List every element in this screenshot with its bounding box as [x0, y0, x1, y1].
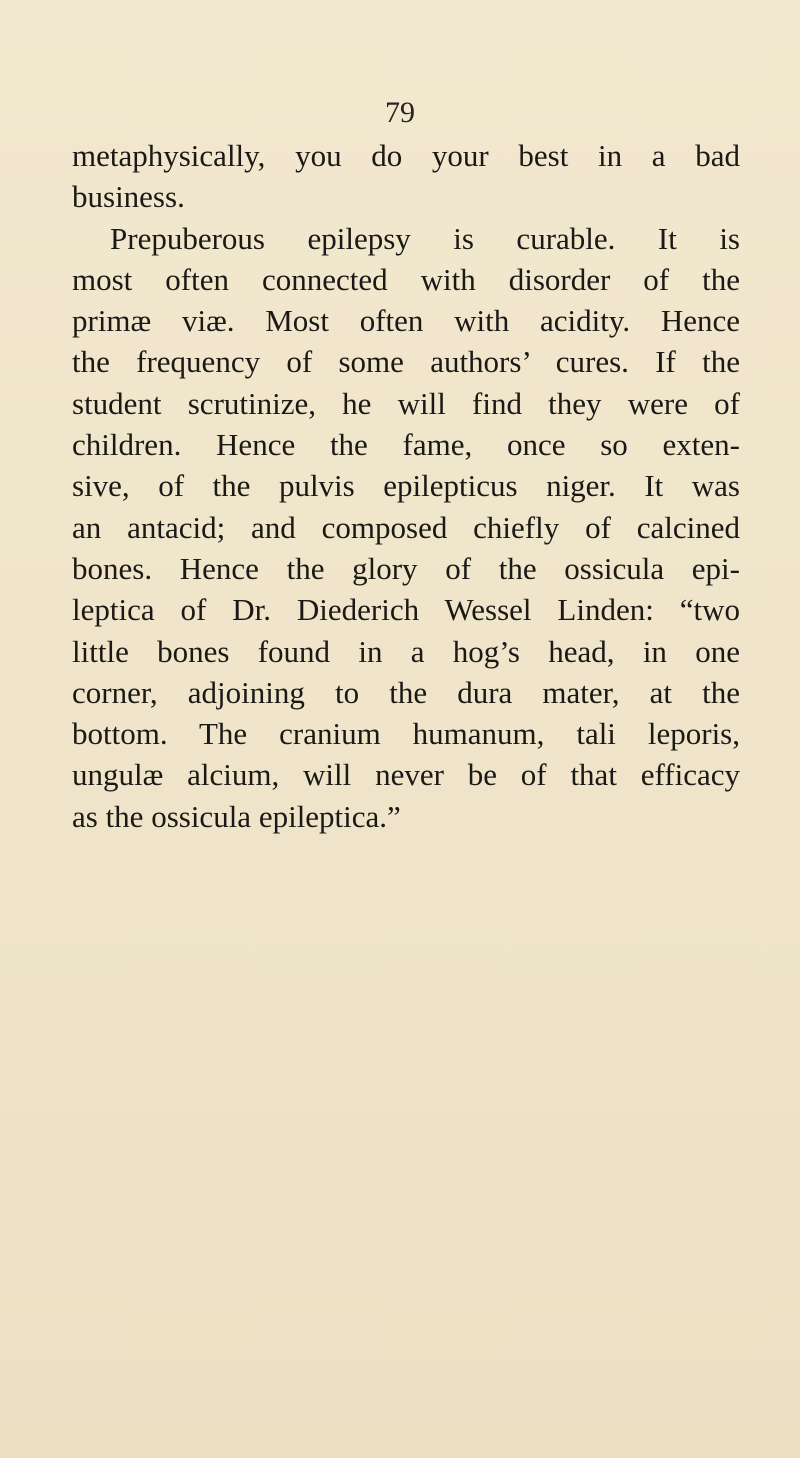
text-line-10: an antacid; and composed chiefly of calcined [72, 509, 740, 545]
text-line-15: bottom. The cranium humanum, tali leporis, [72, 716, 740, 752]
page-number: 79 [385, 96, 415, 129]
text-line-9: sive, of the pulvis epilepticus niger. It was [72, 468, 740, 504]
text-line-8: children. Hence the fame, once so exten- [72, 427, 740, 463]
text-line-6: the frequency of some authors’ cures. If the [72, 344, 740, 380]
text-line-17: as the ossicula epileptica.” [72, 798, 401, 834]
text-line-4: most often connected with disorder of the [72, 261, 740, 297]
text-line-1: metaphysically, you do your best in a bad [72, 138, 740, 173]
text-line-11: bones. Hence the glory of the ossicula epi- [72, 550, 740, 586]
text-line-14: corner, adjoining to the dura mater, at the [72, 674, 740, 710]
text-line-12: leptica of Dr. Diederich Wessel Linden: “two [72, 592, 740, 628]
text-line-13: little bones found in a hog’s head, in one [72, 633, 740, 669]
text-line-3: Prepuberous epilepsy is curable. It is [110, 220, 740, 256]
body-text [72, 135, 740, 837]
text-line-16: ungulæ alcium, will never be of that efficacy [72, 757, 740, 793]
text-line-5: primæ viæ. Most often with acidity. Hence [72, 303, 740, 339]
text-line-2: business. [72, 179, 185, 215]
text-line-7: student scrutinize, he will find they were of [72, 385, 740, 421]
